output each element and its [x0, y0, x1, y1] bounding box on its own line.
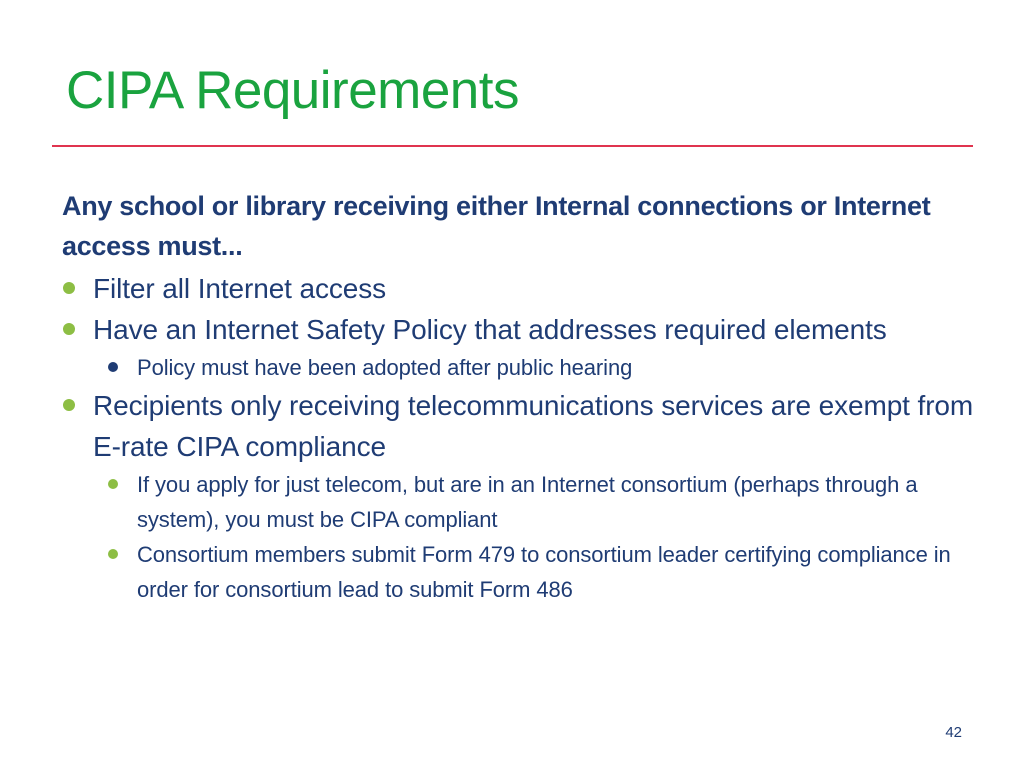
bullet-icon: [63, 282, 75, 294]
bullet-icon: [63, 399, 75, 411]
bullet-icon: [63, 323, 75, 335]
sub-bullet-text: Consortium members submit Form 479 to consortium leader certifying compliance in order for consortium lead to submit Form 486: [137, 542, 951, 602]
sub-bullet-text: If you apply for just telecom, but are in an Internet consortium (perhaps through a system), you must be CIPA compliant: [137, 472, 918, 532]
sub-bullet-item: [62, 350, 982, 385]
sub-bullet-item: [62, 537, 982, 607]
sub-bullet-icon: [108, 479, 118, 489]
bullet-item: [62, 268, 982, 309]
bullet-item: [62, 309, 982, 350]
intro-text: Any school or library receiving either Internal connections or Internet access must...: [62, 191, 931, 261]
page-number: 42: [945, 724, 962, 741]
slide-title: CIPA Requirements: [66, 61, 519, 120]
bullet-text: Recipients only receiving telecommunications services are exempt from E-rate CIPA compliance: [93, 390, 974, 462]
sub-bullet-item: [62, 467, 982, 537]
sub-bullet-icon: [108, 549, 118, 559]
slide-body: [62, 186, 982, 607]
bullet-text: Filter all Internet access: [93, 273, 387, 304]
sub-bullet-text: Policy must have been adopted after public hearing: [137, 355, 633, 380]
sub-bullet-icon: [108, 362, 118, 372]
title-divider: [52, 145, 973, 147]
bullet-text: Have an Internet Safety Policy that addresses required elements: [93, 314, 887, 345]
bullet-item: [62, 385, 982, 467]
